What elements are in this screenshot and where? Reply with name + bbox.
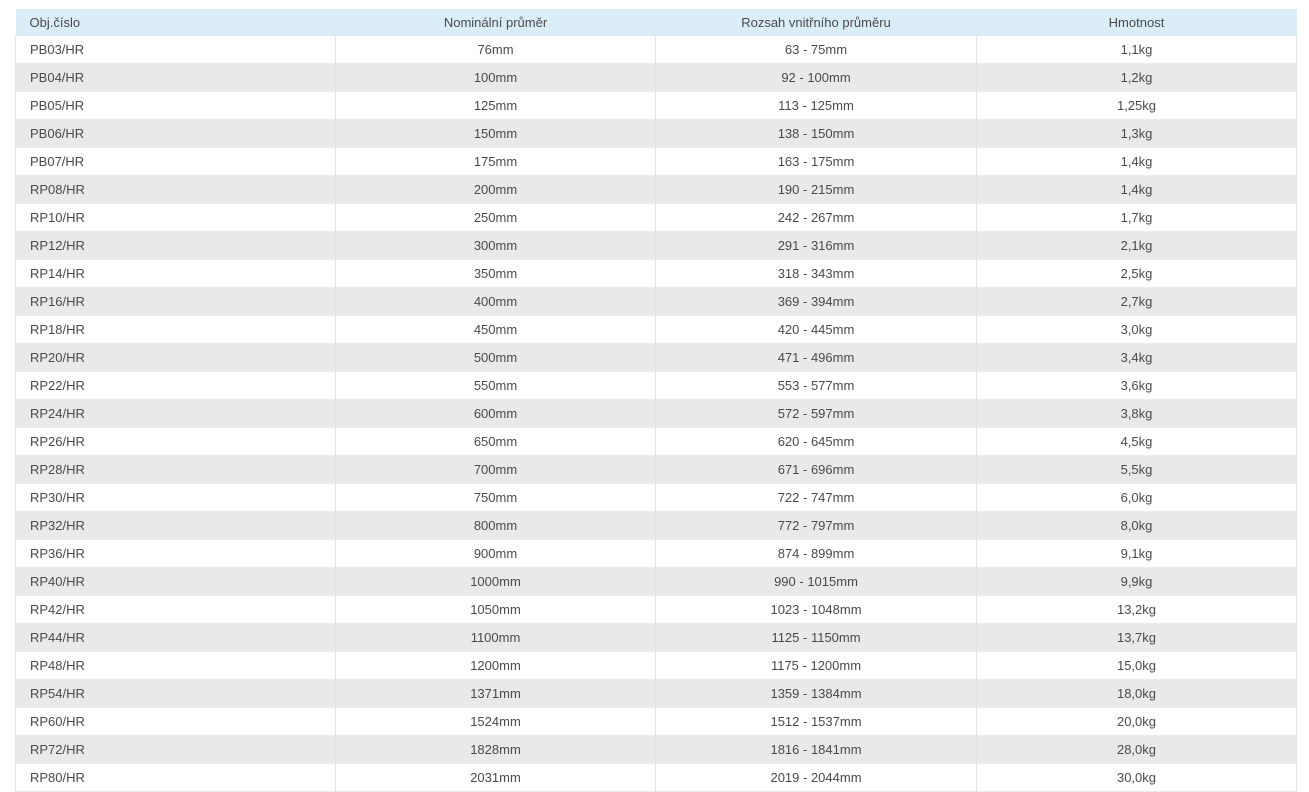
cell-inner-diameter-range: 92 - 100mm xyxy=(656,64,977,92)
table-row xyxy=(16,176,1297,204)
cell-inner-diameter-range: 1816 - 1841mm xyxy=(656,736,977,764)
table-row xyxy=(16,92,1297,120)
cell-nominal-diameter: 1828mm xyxy=(336,736,656,764)
table-row xyxy=(16,456,1297,484)
cell-weight: 3,0kg xyxy=(977,316,1297,344)
cell-weight: 8,0kg xyxy=(977,512,1297,540)
cell-nominal-diameter: 650mm xyxy=(336,428,656,456)
cell-part-number: RP30/HR xyxy=(16,484,336,512)
cell-part-number: PB03/HR xyxy=(16,36,336,64)
cell-nominal-diameter: 500mm xyxy=(336,344,656,372)
cell-part-number: RP54/HR xyxy=(16,680,336,708)
cell-part-number: PB07/HR xyxy=(16,148,336,176)
table-row xyxy=(16,204,1297,232)
table-row xyxy=(16,64,1297,92)
table-body xyxy=(16,36,1297,792)
cell-part-number: RP22/HR xyxy=(16,372,336,400)
cell-part-number: RP40/HR xyxy=(16,568,336,596)
cell-inner-diameter-range: 471 - 496mm xyxy=(656,344,977,372)
cell-inner-diameter-range: 369 - 394mm xyxy=(656,288,977,316)
cell-part-number: PB04/HR xyxy=(16,64,336,92)
cell-nominal-diameter: 100mm xyxy=(336,64,656,92)
table-row xyxy=(16,596,1297,624)
cell-inner-diameter-range: 1512 - 1537mm xyxy=(656,708,977,736)
cell-weight: 1,1kg xyxy=(977,36,1297,64)
cell-weight: 5,5kg xyxy=(977,456,1297,484)
cell-nominal-diameter: 400mm xyxy=(336,288,656,316)
cell-inner-diameter-range: 772 - 797mm xyxy=(656,512,977,540)
cell-weight: 4,5kg xyxy=(977,428,1297,456)
cell-nominal-diameter: 600mm xyxy=(336,400,656,428)
spec-table-container xyxy=(15,9,1296,792)
cell-inner-diameter-range: 420 - 445mm xyxy=(656,316,977,344)
cell-inner-diameter-range: 874 - 899mm xyxy=(656,540,977,568)
cell-part-number: RP32/HR xyxy=(16,512,336,540)
table-row xyxy=(16,652,1297,680)
table-row xyxy=(16,36,1297,64)
table-row xyxy=(16,344,1297,372)
table-row xyxy=(16,484,1297,512)
cell-nominal-diameter: 750mm xyxy=(336,484,656,512)
cell-weight: 28,0kg xyxy=(977,736,1297,764)
cell-part-number: RP18/HR xyxy=(16,316,336,344)
cell-part-number: RP20/HR xyxy=(16,344,336,372)
cell-inner-diameter-range: 1175 - 1200mm xyxy=(656,652,977,680)
header-row xyxy=(16,9,1297,36)
cell-inner-diameter-range: 620 - 645mm xyxy=(656,428,977,456)
cell-nominal-diameter: 200mm xyxy=(336,176,656,204)
cell-weight: 1,7kg xyxy=(977,204,1297,232)
table-row xyxy=(16,260,1297,288)
cell-weight: 9,9kg xyxy=(977,568,1297,596)
cell-weight: 2,1kg xyxy=(977,232,1297,260)
table-row xyxy=(16,764,1297,792)
table-header xyxy=(16,9,1297,36)
table-row xyxy=(16,232,1297,260)
cell-nominal-diameter: 1371mm xyxy=(336,680,656,708)
table-row xyxy=(16,512,1297,540)
cell-part-number: RP28/HR xyxy=(16,456,336,484)
cell-nominal-diameter: 125mm xyxy=(336,92,656,120)
cell-inner-diameter-range: 990 - 1015mm xyxy=(656,568,977,596)
cell-inner-diameter-range: 318 - 343mm xyxy=(656,260,977,288)
cell-nominal-diameter: 76mm xyxy=(336,36,656,64)
table-row xyxy=(16,708,1297,736)
cell-part-number: RP80/HR xyxy=(16,764,336,792)
cell-inner-diameter-range: 163 - 175mm xyxy=(656,148,977,176)
cell-nominal-diameter: 1524mm xyxy=(336,708,656,736)
cell-part-number: RP26/HR xyxy=(16,428,336,456)
cell-inner-diameter-range: 2019 - 2044mm xyxy=(656,764,977,792)
cell-inner-diameter-range: 572 - 597mm xyxy=(656,400,977,428)
table-row xyxy=(16,316,1297,344)
cell-inner-diameter-range: 671 - 696mm xyxy=(656,456,977,484)
cell-nominal-diameter: 250mm xyxy=(336,204,656,232)
spec-table xyxy=(15,9,1297,792)
cell-part-number: RP48/HR xyxy=(16,652,336,680)
cell-nominal-diameter: 450mm xyxy=(336,316,656,344)
cell-part-number: PB06/HR xyxy=(16,120,336,148)
table-row xyxy=(16,120,1297,148)
cell-inner-diameter-range: 1125 - 1150mm xyxy=(656,624,977,652)
cell-part-number: PB05/HR xyxy=(16,92,336,120)
table-row xyxy=(16,568,1297,596)
cell-part-number: RP36/HR xyxy=(16,540,336,568)
cell-inner-diameter-range: 1023 - 1048mm xyxy=(656,596,977,624)
header-inner-diameter-range: Rozsah vnitřního průměru xyxy=(656,9,977,36)
cell-nominal-diameter: 700mm xyxy=(336,456,656,484)
cell-part-number: RP44/HR xyxy=(16,624,336,652)
cell-weight: 13,2kg xyxy=(977,596,1297,624)
cell-weight: 6,0kg xyxy=(977,484,1297,512)
cell-part-number: RP12/HR xyxy=(16,232,336,260)
cell-weight: 20,0kg xyxy=(977,708,1297,736)
table-row xyxy=(16,288,1297,316)
cell-weight: 2,5kg xyxy=(977,260,1297,288)
table-row xyxy=(16,540,1297,568)
cell-weight: 1,2kg xyxy=(977,64,1297,92)
cell-nominal-diameter: 1050mm xyxy=(336,596,656,624)
cell-weight: 3,8kg xyxy=(977,400,1297,428)
cell-inner-diameter-range: 722 - 747mm xyxy=(656,484,977,512)
cell-inner-diameter-range: 1359 - 1384mm xyxy=(656,680,977,708)
cell-nominal-diameter: 150mm xyxy=(336,120,656,148)
cell-weight: 15,0kg xyxy=(977,652,1297,680)
table-row xyxy=(16,680,1297,708)
header-nominal-diameter: Nominální průměr xyxy=(336,9,656,36)
header-weight: Hmotnost xyxy=(977,9,1297,36)
cell-weight: 3,6kg xyxy=(977,372,1297,400)
cell-nominal-diameter: 800mm xyxy=(336,512,656,540)
cell-part-number: RP14/HR xyxy=(16,260,336,288)
table-row xyxy=(16,400,1297,428)
table-row xyxy=(16,624,1297,652)
cell-weight: 30,0kg xyxy=(977,764,1297,792)
cell-part-number: RP42/HR xyxy=(16,596,336,624)
cell-weight: 1,4kg xyxy=(977,148,1297,176)
cell-weight: 18,0kg xyxy=(977,680,1297,708)
cell-weight: 13,7kg xyxy=(977,624,1297,652)
cell-nominal-diameter: 350mm xyxy=(336,260,656,288)
cell-nominal-diameter: 175mm xyxy=(336,148,656,176)
cell-inner-diameter-range: 113 - 125mm xyxy=(656,92,977,120)
cell-nominal-diameter: 550mm xyxy=(336,372,656,400)
cell-nominal-diameter: 1000mm xyxy=(336,568,656,596)
cell-nominal-diameter: 900mm xyxy=(336,540,656,568)
cell-nominal-diameter: 1200mm xyxy=(336,652,656,680)
cell-weight: 1,3kg xyxy=(977,120,1297,148)
table-row xyxy=(16,372,1297,400)
cell-inner-diameter-range: 242 - 267mm xyxy=(656,204,977,232)
cell-weight: 9,1kg xyxy=(977,540,1297,568)
cell-part-number: RP10/HR xyxy=(16,204,336,232)
cell-part-number: RP72/HR xyxy=(16,736,336,764)
table-row xyxy=(16,428,1297,456)
cell-inner-diameter-range: 138 - 150mm xyxy=(656,120,977,148)
cell-part-number: RP60/HR xyxy=(16,708,336,736)
cell-inner-diameter-range: 190 - 215mm xyxy=(656,176,977,204)
cell-nominal-diameter: 2031mm xyxy=(336,764,656,792)
cell-nominal-diameter: 1100mm xyxy=(336,624,656,652)
cell-inner-diameter-range: 63 - 75mm xyxy=(656,36,977,64)
cell-nominal-diameter: 300mm xyxy=(336,232,656,260)
header-part-number: Obj.číslo xyxy=(16,9,336,36)
cell-part-number: RP08/HR xyxy=(16,176,336,204)
cell-part-number: RP24/HR xyxy=(16,400,336,428)
cell-weight: 1,4kg xyxy=(977,176,1297,204)
cell-weight: 2,7kg xyxy=(977,288,1297,316)
cell-weight: 1,25kg xyxy=(977,92,1297,120)
table-row xyxy=(16,148,1297,176)
cell-inner-diameter-range: 291 - 316mm xyxy=(656,232,977,260)
table-row xyxy=(16,736,1297,764)
cell-part-number: RP16/HR xyxy=(16,288,336,316)
cell-inner-diameter-range: 553 - 577mm xyxy=(656,372,977,400)
cell-weight: 3,4kg xyxy=(977,344,1297,372)
